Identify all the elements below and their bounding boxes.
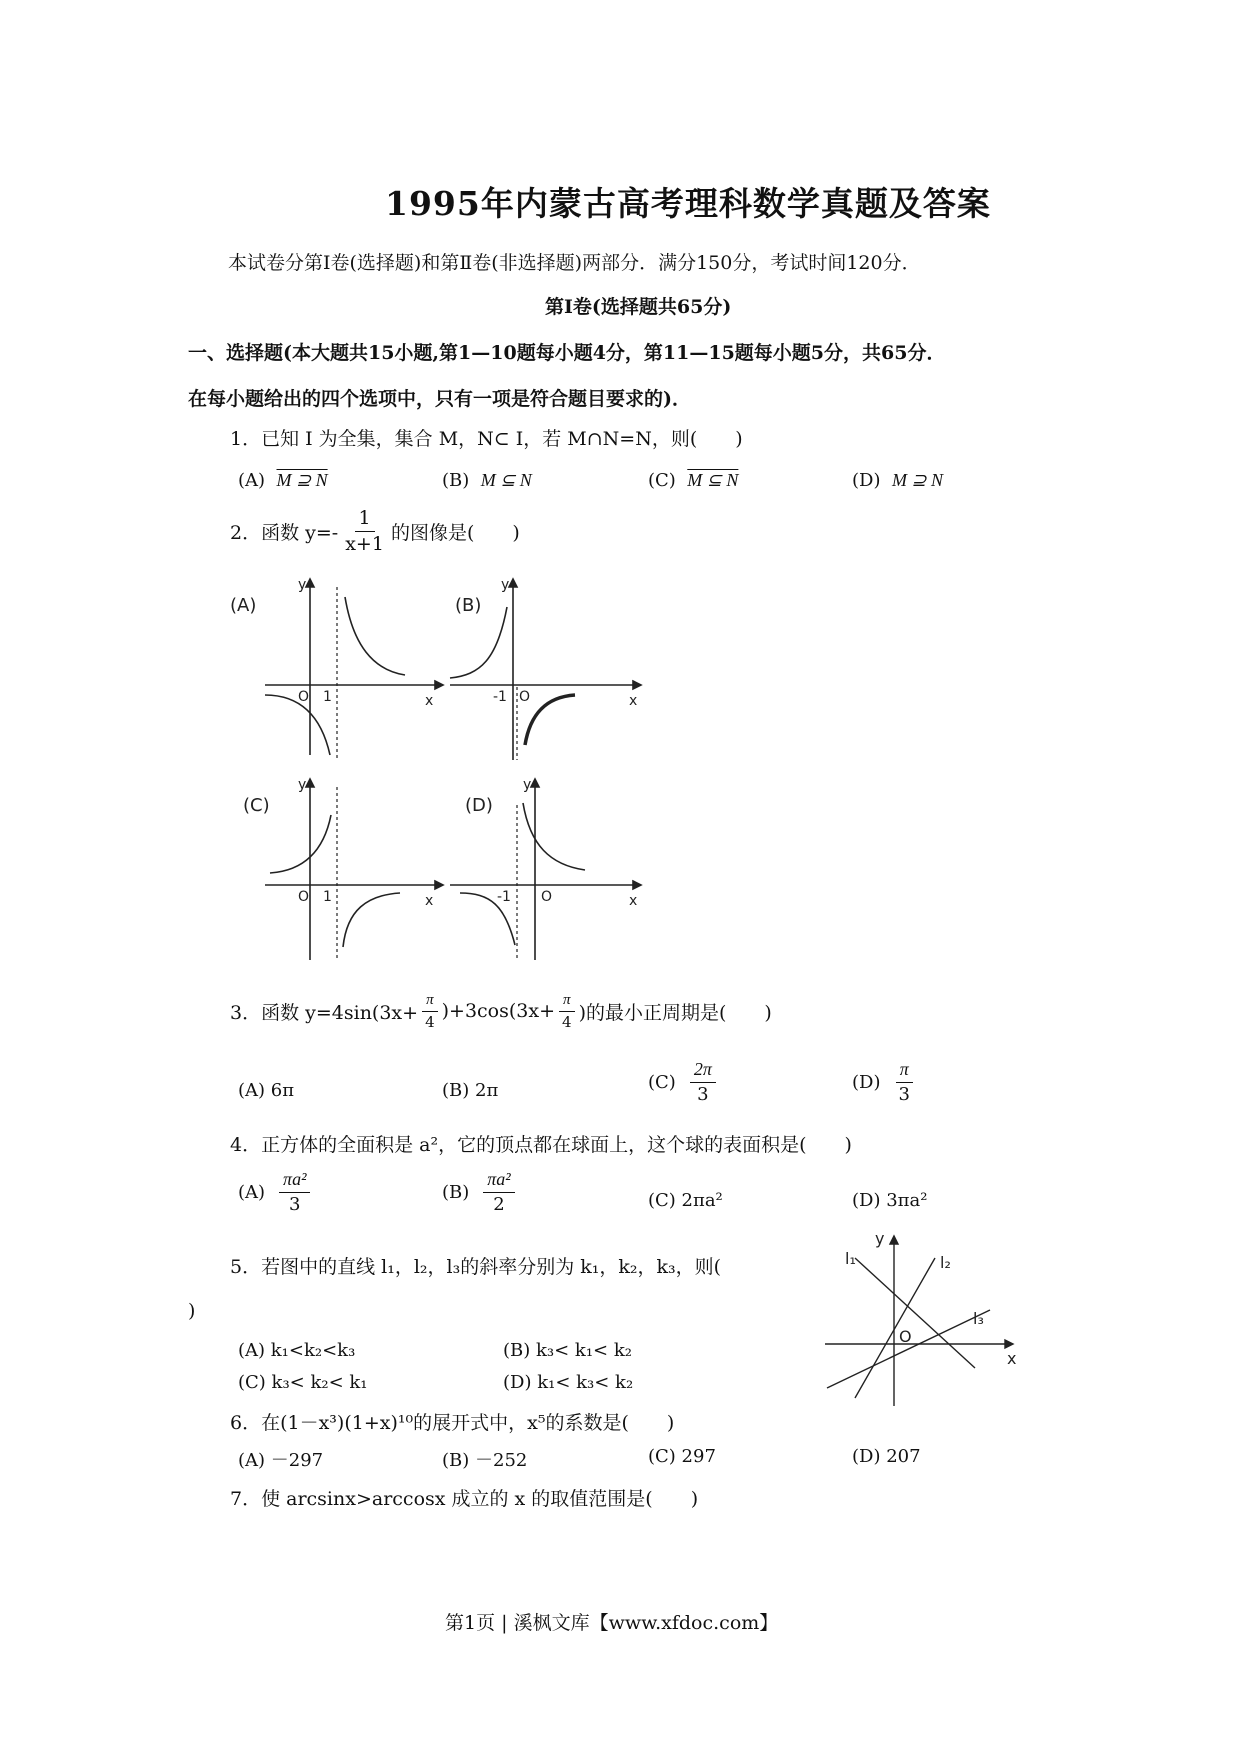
origin-label: O — [298, 889, 310, 905]
q5-option-c: (C) k₃< k₂< k₁ — [238, 1372, 368, 1393]
line-l2 — [855, 1258, 935, 1398]
x-axis-label: x — [425, 693, 434, 709]
origin-label: O — [541, 889, 553, 905]
fraction-numerator: 2π — [690, 1060, 716, 1083]
option-label: (C) — [648, 1071, 676, 1093]
q1-option-c — [648, 470, 738, 491]
y-axis-label: y — [298, 777, 307, 793]
q6-option-d: (D) 207 — [852, 1446, 921, 1467]
x-axis-label: x — [1007, 1349, 1017, 1368]
q4-option-a — [238, 1170, 313, 1215]
fraction-denominator: 4 — [425, 1012, 435, 1031]
q3-option-b: (B) 2π — [442, 1080, 499, 1101]
graph-d-label: (D) — [465, 795, 493, 816]
part1-heading: 第Ⅰ卷(选择题共65分) — [545, 296, 732, 318]
graph-a-label: (A) — [230, 595, 257, 616]
q3-option-c-fraction — [690, 1060, 716, 1105]
q5-lines-figure — [815, 1228, 1025, 1408]
q4-option-c: (C) 2πa² — [648, 1190, 723, 1211]
q4-option-b — [442, 1170, 518, 1215]
q2-stem-pre: 2．函数 y=- — [230, 521, 339, 544]
option-label: (B) — [442, 470, 470, 491]
page-title: 1995年内蒙古高考理科数学真题及答案 — [385, 184, 991, 223]
question-5-stem-close: ) — [188, 1300, 196, 1322]
origin-label: O — [519, 689, 531, 705]
exam-intro: 本试卷分第Ⅰ卷(选择题)和第Ⅱ卷(非选择题)两部分．满分150分，考试时间120分． — [228, 252, 921, 274]
line-l3-label: l₃ — [973, 1309, 984, 1328]
graph-c-label: (C) — [243, 795, 270, 816]
question-4-stem: 4．正方体的全面积是 a²，它的顶点都在球面上，这个球的表面积是( ) — [230, 1134, 852, 1156]
q1-option-d — [852, 470, 943, 491]
line-l1 — [855, 1258, 975, 1368]
q1-option-a — [238, 470, 328, 491]
q1-option-b — [442, 470, 532, 491]
q3-stem-part1: 3．函数 y=4sin(3x+ — [230, 1001, 419, 1024]
q6-option-b: (B) －252 — [442, 1450, 528, 1471]
fraction-denominator: 4 — [562, 1012, 572, 1031]
q3-option-d — [852, 1060, 917, 1105]
q5-option-a: (A) k₁<k₂<k₃ — [238, 1340, 356, 1361]
graph-b-label: (B) — [455, 595, 482, 616]
q6-option-a: (A) －297 — [238, 1450, 324, 1471]
q3-fraction-2 — [558, 992, 576, 1030]
fraction-numerator: π — [559, 992, 575, 1012]
q4-option-d: (D) 3πa² — [852, 1190, 928, 1211]
x-axis-label: x — [629, 693, 638, 709]
section1-instructions-line2: 在每小题给出的四个选项中，只有一项是符合题目要求的)． — [188, 388, 691, 410]
line-l3 — [827, 1310, 990, 1388]
line-l1-label: l₁ — [845, 1249, 856, 1268]
question-3-stem — [230, 992, 772, 1030]
tick-label: -1 — [497, 889, 511, 905]
y-axis-label: y — [875, 1229, 885, 1248]
q5-option-d: (D) k₁< k₃< k₂ — [503, 1372, 634, 1393]
x-axis-label: x — [629, 893, 638, 909]
q2-stem-post: 的图像是( ) — [390, 521, 520, 544]
graph-a — [265, 579, 443, 760]
y-axis-label: y — [523, 777, 532, 793]
question-5-stem: 5．若图中的直线 l₁，l₂，l₃的斜率分别为 k₁，k₂，k₃，则( — [230, 1256, 722, 1278]
q3-option-d-fraction — [894, 1060, 913, 1105]
line-l2-label: l₂ — [940, 1253, 951, 1272]
fraction-numerator: πa² — [483, 1170, 514, 1193]
tick-label: -1 — [493, 689, 507, 705]
fraction-numerator: πa² — [279, 1170, 310, 1193]
fraction-numerator: 1 — [355, 508, 375, 532]
q3-fraction-1 — [421, 992, 439, 1030]
fraction-denominator: 3 — [697, 1083, 709, 1105]
origin-label: O — [899, 1327, 912, 1346]
question-7-stem: 7．使 arcsinx>arccosx 成立的 x 的取值范围是( ) — [230, 1488, 699, 1510]
x-axis-label: x — [425, 893, 434, 909]
q2-fraction — [341, 508, 388, 555]
y-axis-label: y — [501, 577, 510, 593]
q3-option-a: (A) 6π — [238, 1080, 295, 1101]
q5-option-b: (B) k₃< k₁< k₂ — [503, 1340, 632, 1361]
tick-label: 1 — [323, 689, 332, 705]
fraction-numerator: π — [422, 992, 438, 1012]
option-expression: M ⊇ N — [276, 470, 328, 490]
section1-instructions-line1: 一、选择题(本大题共15小题,第1—10题每小题4分，第11—15题每小题5分，共65分． — [188, 342, 946, 364]
option-label: (B) — [442, 1181, 470, 1203]
option-label: (D) — [852, 1071, 881, 1093]
fraction-denominator: 2 — [493, 1193, 505, 1215]
q3-stem-part3: )的最小正周期是( ) — [578, 1001, 772, 1024]
option-expression: M ⊆ N — [687, 470, 739, 490]
q3-stem-part2: )+3cos(3x+ — [441, 1000, 556, 1022]
fraction-denominator: 3 — [898, 1083, 910, 1105]
question-2-stem — [230, 508, 520, 555]
y-axis-label: y — [298, 577, 307, 593]
tick-label: 1 — [323, 889, 332, 905]
fraction-denominator: x+1 — [345, 532, 384, 555]
page-footer: 第1页 | 溪枫文库【www.xfdoc.com】 — [445, 1612, 779, 1634]
option-label: (A) — [238, 470, 266, 491]
option-label: (D) — [852, 470, 881, 491]
q4-option-b-fraction — [483, 1170, 514, 1215]
fraction-numerator: π — [896, 1060, 913, 1083]
graph-c — [265, 779, 443, 960]
question-6-stem: 6．在(1－x³)(1+x)¹⁰的展开式中，x⁵的系数是( ) — [230, 1412, 675, 1434]
option-label: (C) — [648, 470, 676, 491]
origin-label: O — [298, 689, 310, 705]
fraction-denominator: 3 — [289, 1193, 301, 1215]
q6-option-c: (C) 297 — [648, 1446, 716, 1467]
q4-option-a-fraction — [279, 1170, 310, 1215]
option-expression: M ⊇ N — [891, 470, 944, 490]
q3-option-c — [648, 1060, 719, 1105]
option-label: (A) — [238, 1181, 266, 1203]
option-expression: M ⊆ N — [480, 470, 532, 490]
q2-graphs-figure — [225, 575, 665, 980]
question-1-stem: 1．已知 I 为全集，集合 M，N⊂ I，若 M∩N=N，则( ) — [230, 428, 743, 450]
